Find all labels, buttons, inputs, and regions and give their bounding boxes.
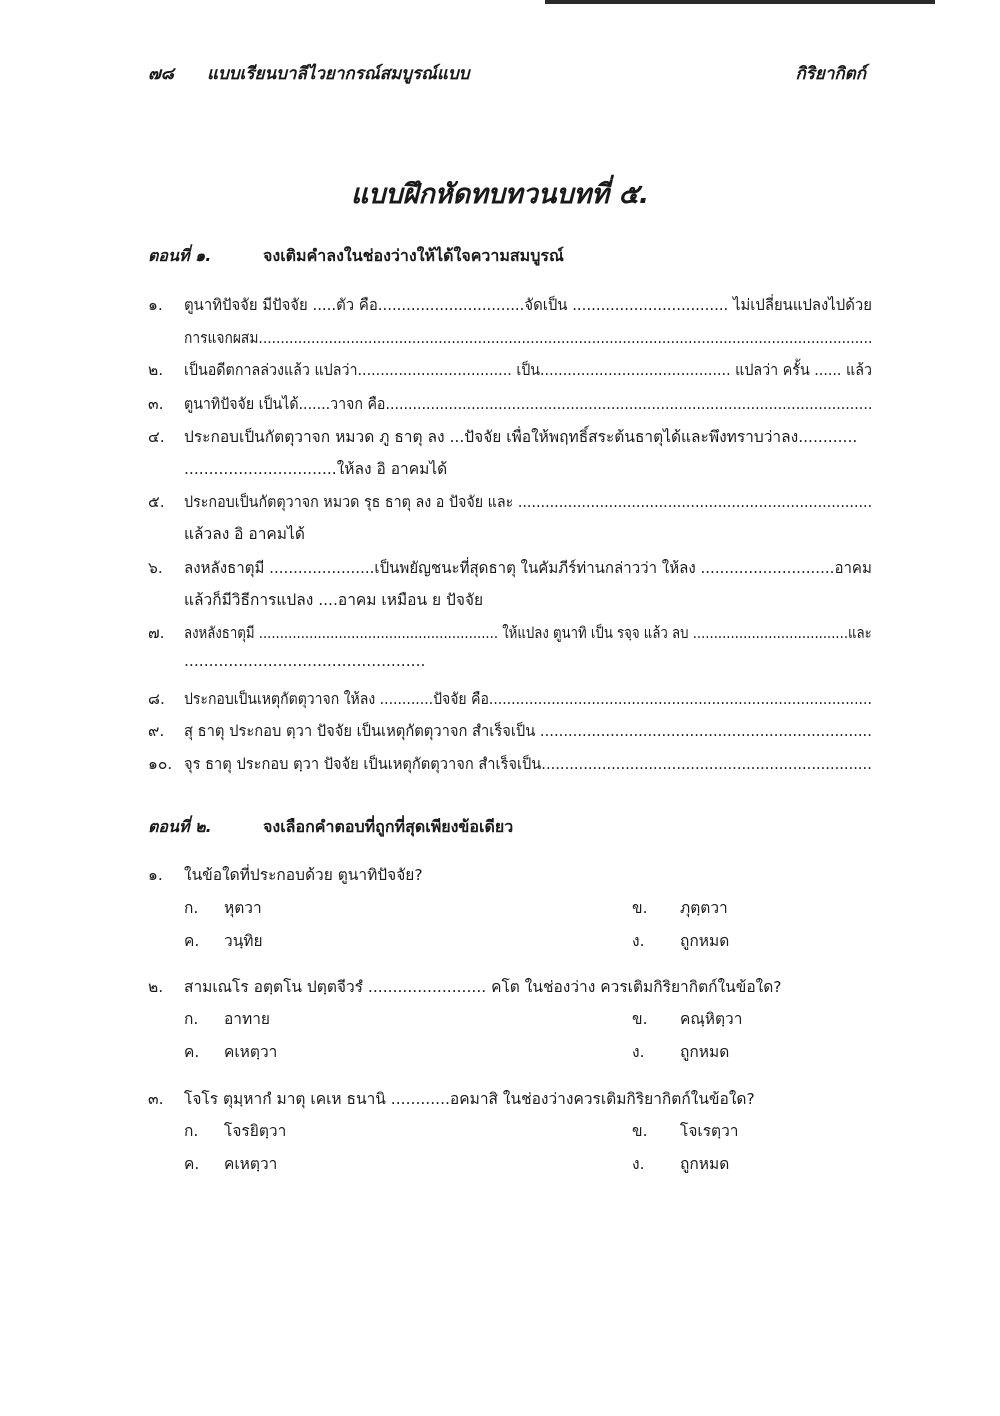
page-number: ๗๘: [148, 64, 174, 84]
part1-label: ตอนที่ ๑.: [148, 246, 212, 265]
p1-item-line: การแจกผสม............................................................................................................................................: [184, 329, 873, 347]
p1-item-number: ๔.: [148, 428, 165, 446]
p1-item-line: ลงหลังธาตุมี ......................เป็นพยัญชนะที่สุดธาตุ ในคัมภีร์ท่านกล่าวว่า ให้ลง ............................อาคม: [184, 559, 872, 577]
p1-item-number: ๙.: [148, 722, 165, 740]
p1-item-line: สุ ธาตุ ประกอบ ตฺวา ปัจจัย เป็นเหตุกัตตุวาจก สำเร็จเป็น .......................................................................: [184, 722, 872, 740]
option-text: คเหตฺวา: [224, 1043, 278, 1061]
option-text: ถูกหมด: [680, 1043, 730, 1061]
p1-item-line: แล้วก็มีวิธีการแปลง ....อาคม เหมือน ย ปัจจัย: [184, 591, 484, 609]
option-letter: ข.: [632, 899, 648, 917]
p2-question-number: ๑.: [148, 866, 163, 884]
p1-item-line: ...............................ให้ลง อิ อาคมได้: [184, 460, 448, 478]
p1-item-number: ๘.: [148, 690, 165, 708]
p2-question-text: สามเณโร อตฺตโน ปตฺตจีวรํ ........................ คโต ในช่องว่าง ควรเติมกิริยากิตก์ในข้อใด?: [184, 978, 782, 996]
option-letter: ค.: [184, 932, 200, 950]
p2-question-number: ๒.: [148, 978, 164, 996]
option-text: วนฺทิย: [224, 932, 263, 950]
option-letter: ข.: [632, 1122, 648, 1140]
option-letter: ง.: [632, 1043, 645, 1061]
option-letter: ค.: [184, 1043, 200, 1061]
p1-item-line: ลงหลังธาตุมี ......................................................... ให้แปลง ตูนาทิ เป็น รจฺจ แล้ว ลบ .....................................และ: [184, 624, 872, 642]
top-border-line: [545, 0, 935, 4]
p1-item-number: ๒.: [148, 361, 164, 379]
p1-item-number: ๗.: [148, 624, 165, 642]
p1-item-line: .................................................: [184, 652, 426, 670]
part1-instruction: จงเติมคำลงในช่องว่างให้ได้ใจความสมบูรณ์: [263, 246, 564, 265]
option-text: ภุตฺตวา: [680, 899, 728, 917]
option-letter: ข.: [632, 1010, 648, 1028]
part2-label: ตอนที่ ๒.: [148, 817, 212, 836]
p2-question-text: โจโร ตุมฺหากํ มาตุ เคเห ธนานิ ............อคมาสิ ในช่องว่างควรเติมกิริยากิตก์ในข้อใด?: [184, 1090, 755, 1108]
chapter-title: กิริยากิตก์: [795, 64, 866, 84]
p2-question-number: ๓.: [148, 1090, 164, 1108]
p1-item-number: ๑.: [148, 296, 163, 314]
p1-item-line: ประกอบเป็นเหตุกัตตุวาจก ให้ลง ............ปัจจัย คือ......................................................................................: [184, 690, 872, 708]
option-letter: ง.: [632, 932, 645, 950]
option-text: ถูกหมด: [680, 1155, 730, 1173]
p1-item-line: เป็นอดีตกาลล่วงแล้ว แปลว่า.................................. เป็น.......................................... แปลว่า ครั้น ...... แล้ว: [184, 361, 872, 379]
option-text: โจรยิตฺวา: [224, 1122, 287, 1140]
p1-item-number: ๖.: [148, 559, 163, 577]
p1-item-number: ๓.: [148, 395, 164, 413]
p1-item-line: ตูนาทิปัจจัย มีปัจจัย .....ตัว คือ...............................จัดเป็น ................................. ไม่เปลี่ยนแปลงไปด้วย: [184, 296, 872, 314]
option-letter: ค.: [184, 1155, 200, 1173]
p1-item-line: ตูนาทิปัจจัย เป็นได้.......วาจก คือ............................................................................................................: [184, 395, 873, 413]
page-title: แบบฝึกหัดทบทวนบทที่ ๕.: [350, 179, 650, 210]
p1-item-number: ๕.: [148, 493, 165, 511]
option-text: ถูกหมด: [680, 932, 730, 950]
option-text: โจเรตฺวา: [680, 1122, 739, 1140]
p1-item-line: แล้วลง อิ อาคมได้: [184, 525, 305, 543]
p2-question-text: ในข้อใดที่ประกอบด้วย ตูนาทิปัจจัย?: [184, 866, 423, 884]
option-text: คเหตฺวา: [224, 1155, 278, 1173]
p1-item-line: จุร ธาตุ ประกอบ ตฺวา ปัจจัย เป็นเหตุกัตตุวาจก สำเร็จเป็น.......................................................................: [184, 755, 872, 773]
option-letter: ก.: [184, 1010, 199, 1028]
option-text: หุตวา: [224, 899, 262, 917]
part2-heading: [148, 815, 513, 840]
option-text: คณฺหิตฺวา: [680, 1010, 743, 1028]
book-title: แบบเรียนบาลีไวยากรณ์สมบูรณ์แบบ: [207, 64, 470, 84]
p1-item-number: ๑๐.: [148, 755, 173, 773]
part1-heading: [148, 244, 564, 269]
part2-instruction: จงเลือกคำตอบที่ถูกที่สุดเพียงข้อเดียว: [263, 817, 514, 836]
p1-item-line: ประกอบเป็นกัตตุวาจก หมวด รุธ ธาตุ ลง อ ปัจจัย และ ..............................................................................: [184, 493, 873, 511]
option-letter: ก.: [184, 899, 199, 917]
option-letter: ง.: [632, 1155, 645, 1173]
option-text: อาทาย: [224, 1010, 271, 1028]
option-letter: ก.: [184, 1122, 199, 1140]
p1-item-line: ประกอบเป็นกัตตุวาจก หมวด ภู ธาตุ ลง ...ปัจจัย เพื่อให้พฤทธิ์สระต้นธาตุได้และพึงทราบว่าลง............: [184, 428, 858, 446]
